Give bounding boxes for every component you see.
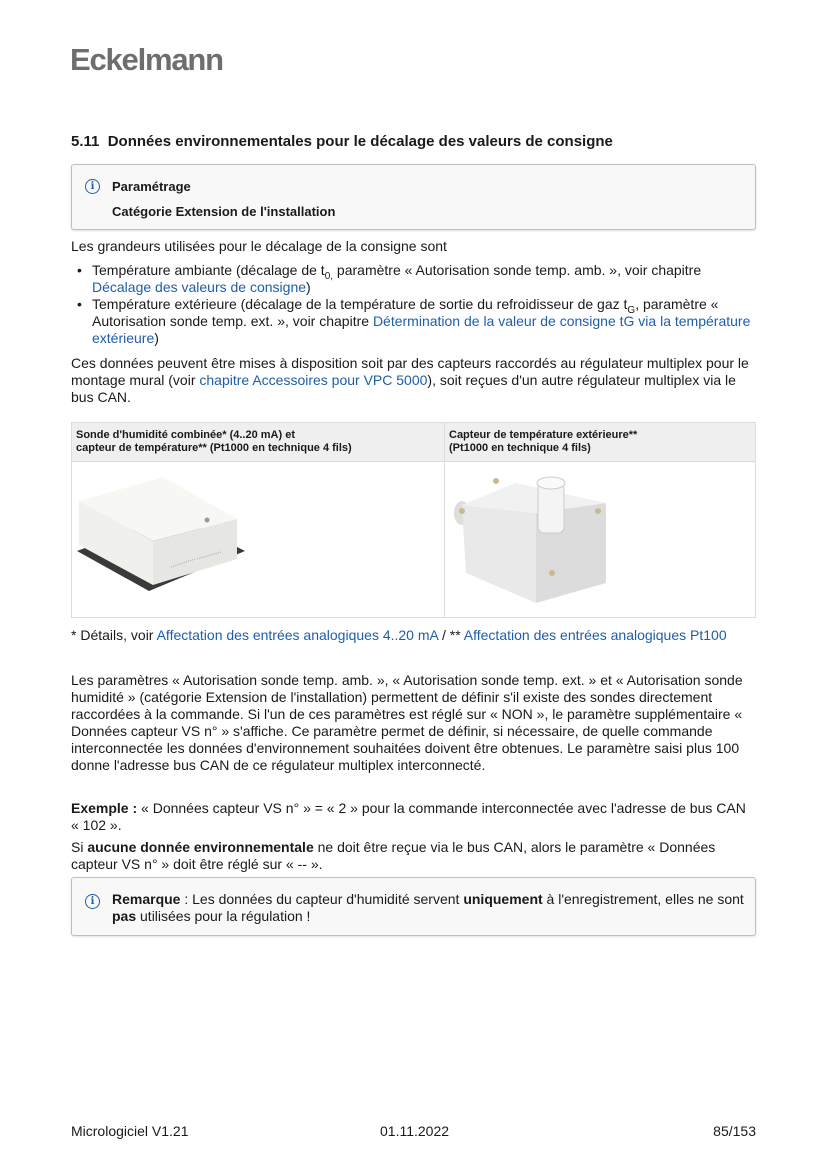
example-paragraph <box>71 800 757 834</box>
text: * Détails, voir <box>71 627 157 643</box>
link-analog-inputs-4-20ma[interactable]: Affectation des entrées analogiques 4..20 mA <box>156 627 439 643</box>
header-line: capteur de température** (Pt1000 en technique 4 fils) <box>76 442 352 454</box>
link-decalage-consigne[interactable]: Décalage des valeurs de consigne <box>92 279 307 295</box>
humidity-sensor-image <box>73 463 253 603</box>
info-icon: i <box>85 894 100 909</box>
remark-label: Remarque <box>112 891 181 907</box>
bullet-text: Température extérieure (décalage de la température de sortie du refroidisseur de gaz t <box>92 296 628 312</box>
subscript: 0, <box>324 270 334 282</box>
no-data-paragraph <box>71 839 757 873</box>
link-analog-inputs-pt100[interactable]: Affectation des entrées analogiques Pt100 <box>463 627 727 643</box>
parameter-box-title: Paramétrage <box>112 179 191 194</box>
bold-text: pas <box>112 908 137 924</box>
subscript: G <box>627 304 636 316</box>
footer-page-number: 85/153 <box>713 1123 756 1139</box>
bullet-item <box>71 262 759 296</box>
bullet-text: ) <box>154 330 159 346</box>
bold-text: uniquement <box>463 891 543 907</box>
link-determination-consigne-tg[interactable]: Détermination de la valeur de consigne tG via la température extérieure <box>92 313 751 346</box>
eckelmann-logo: Eckelmann <box>70 42 223 77</box>
text: Ces données peuvent être mises à disposition soit par des capteurs raccordés au régulateur multiplex pour le montage mural (voir <box>71 355 749 388</box>
section-number: 5.11 <box>71 133 100 150</box>
section-title: Données environnementales pour le décalage des valeurs de consigne <box>107 133 613 150</box>
outdoor-sensor-image-cell <box>445 462 756 618</box>
bold-text: aucune donnée environnementale <box>87 839 314 855</box>
remark-text <box>112 891 747 925</box>
bullet-text: ) <box>306 279 311 295</box>
text: ne doit être reçue via le bus CAN, alors le paramètre « Données capteur VS n° » doit être réglé sur « -- ». <box>71 839 716 872</box>
bullet-text: paramètre « Autorisation sonde temp. amb. », voir chapitre <box>333 262 702 278</box>
section-heading <box>71 133 613 150</box>
sensor-table <box>71 422 756 618</box>
info-icon: i <box>85 179 100 194</box>
footer-date: 01.11.2022 <box>380 1123 450 1139</box>
bullet-text: , paramètre « Autorisation sonde temp. ext. », voir chapitre <box>92 296 719 329</box>
parameter-box <box>71 164 756 230</box>
availability-paragraph <box>71 355 757 406</box>
text: / ** <box>438 627 464 643</box>
text: Si <box>71 839 88 855</box>
bullet-item <box>71 296 759 347</box>
text: à l'enregistrement, elles ne sont <box>542 891 744 907</box>
bullet-text: Température ambiante (décalage de t <box>92 262 325 278</box>
header-line: (Pt1000 en technique 4 fils) <box>449 442 591 454</box>
text: ), soit reçues d'un autre régulateur multiplex via le bus CAN. <box>71 372 736 405</box>
intro-text: Les grandeurs utilisées pour le décalage de la consigne sont <box>71 238 447 254</box>
table-header-outdoor-sensor <box>445 423 756 462</box>
text: : Les données du capteur d'humidité servent <box>180 891 464 907</box>
humidity-sensor-image-cell <box>72 462 445 618</box>
header-line: Sonde d'humidité combinée* (4..20 mA) et <box>76 429 295 441</box>
outdoor-sensor-image <box>446 463 626 603</box>
footnote <box>71 627 761 644</box>
parameter-box-category: Catégorie Extension de l'installation <box>112 204 336 219</box>
remark-box <box>71 877 756 936</box>
header-line: Capteur de température extérieure** <box>449 429 638 441</box>
text: « Données capteur VS n° » = « 2 » pour la commande interconnectée avec l'adresse de bus CAN « 102 ». <box>71 800 746 833</box>
text: utilisées pour la régulation ! <box>136 908 311 924</box>
bullet-list <box>71 262 759 347</box>
link-accessoires-vpc5000[interactable]: chapitre Accessoires pour VPC 5000 <box>199 372 428 388</box>
parameters-paragraph: Les paramètres « Autorisation sonde temp. amb. », « Autorisation sonde temp. ext. » et « Autorisation sonde humidité » (catégorie Extension de l'installation) permettent de définir s'il existe des sondes directement raccordées à la commande. Si l'un de ces paramètres est réglé sur « NON », le paramètre supplémentaire « Données capteur VS n° » s'affiche. Ce paramètre permet de définir, si nécessaire, de quelle commande interconnectée les données d'environnement souhaitées doivent être obtenues. Le paramètre saisi plus 100 donne l'adresse bus CAN de ce régulateur multiplex interconnecté. <box>71 672 743 773</box>
table-header-humidity-sensor <box>72 423 445 462</box>
example-label: Exemple : <box>71 800 138 816</box>
footer-version: Micrologiciel V1.21 <box>71 1123 189 1139</box>
